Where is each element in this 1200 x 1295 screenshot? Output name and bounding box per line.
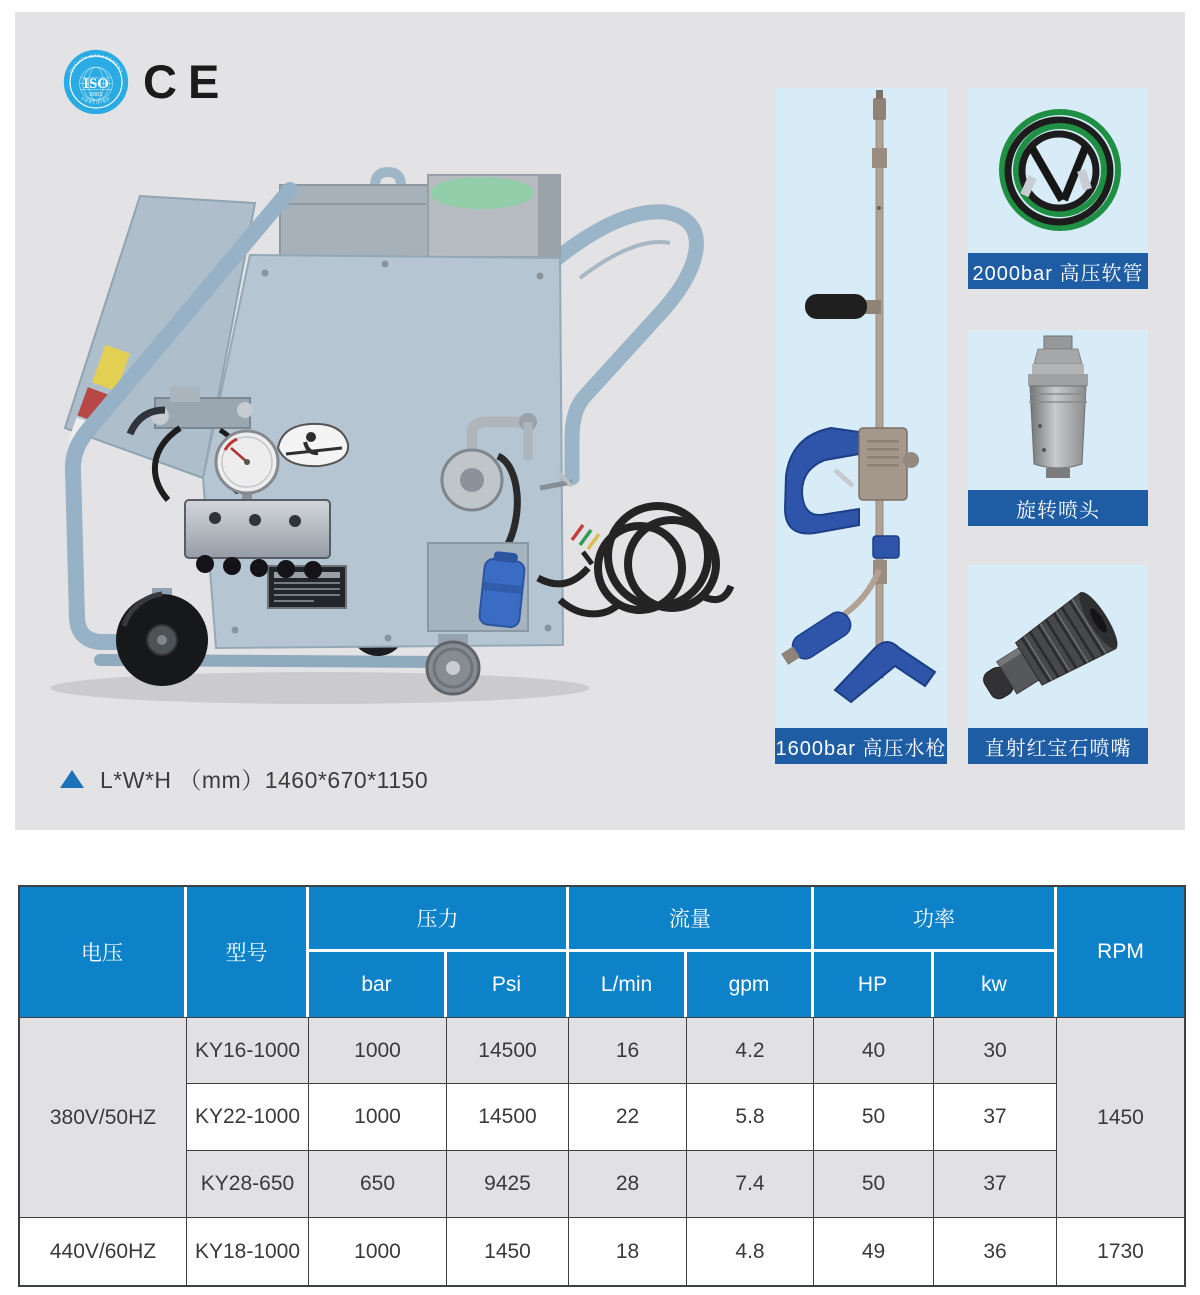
caption-hose: 2000bar 高压软管	[968, 253, 1148, 289]
gallery-item-rotary-nozzle	[968, 330, 1148, 526]
cell-lmin: 22	[569, 1084, 687, 1151]
header-pressure: 压力	[309, 887, 569, 952]
ce-mark: CE	[143, 55, 231, 108]
hero-panel	[15, 12, 1185, 830]
cell-model: KY22-1000	[187, 1084, 309, 1151]
cell-psi: 9425	[447, 1151, 569, 1218]
rear-wheel	[116, 588, 208, 686]
caption-rotary-nozzle: 旋转喷头	[968, 490, 1148, 526]
cell-gpm: 4.2	[687, 1017, 814, 1084]
spec-table-section	[18, 885, 1186, 1287]
cell-lmin: 28	[569, 1151, 687, 1218]
header-psi: Psi	[447, 952, 569, 1017]
header-flow: 流量	[569, 887, 814, 952]
water-gun-image	[775, 88, 947, 728]
cell-rpm-1450: 1450	[1057, 1017, 1184, 1218]
cell-kw: 37	[934, 1151, 1057, 1218]
cell-bar: 1000	[309, 1084, 447, 1151]
gallery-item-water-gun	[775, 88, 947, 764]
cell-bar: 1000	[309, 1218, 447, 1285]
iso-main-text: ISO	[83, 75, 109, 92]
header-bar: bar	[309, 952, 447, 1017]
pressure-washer-photo	[20, 148, 735, 733]
cell-psi: 14500	[447, 1017, 569, 1084]
cell-voltage-440: 440V/60HZ	[20, 1218, 187, 1285]
cell-gpm: 7.4	[687, 1151, 814, 1218]
header-rpm: RPM	[1057, 887, 1184, 1017]
rotary-nozzle-icon	[968, 330, 1148, 490]
dimension-text: L*W*H （mm）1460*670*1150	[100, 767, 429, 793]
water-gun-icon	[775, 88, 947, 728]
iso-bottom-arc-text: CERTIFIED	[80, 95, 112, 105]
cell-rpm-1730: 1730	[1057, 1218, 1184, 1285]
cell-hp: 50	[814, 1151, 934, 1218]
ruby-nozzle-image	[968, 565, 1148, 728]
cell-bar: 1000	[309, 1017, 447, 1084]
pump-block	[185, 500, 330, 579]
header-voltage: 电压	[20, 887, 187, 1017]
cell-psi: 1450	[447, 1218, 569, 1285]
gallery-item-ruby-nozzle	[968, 565, 1148, 764]
iso-9001-badge-icon	[63, 49, 129, 115]
cell-gpm: 5.8	[687, 1084, 814, 1151]
iso-top-arc-text: QUALITY MANAGEMENT	[67, 53, 125, 74]
cell-voltage-380: 380V/50HZ	[20, 1017, 187, 1218]
cell-hp: 49	[814, 1218, 934, 1285]
cell-kw: 36	[934, 1218, 1057, 1285]
header-hp: HP	[814, 952, 934, 1017]
dimension-note	[60, 762, 428, 795]
cell-kw: 30	[934, 1017, 1057, 1084]
cell-hp: 40	[814, 1017, 934, 1084]
triangle-bullet-icon	[60, 770, 84, 788]
cell-hp: 50	[814, 1084, 934, 1151]
header-model: 型号	[187, 887, 309, 1017]
header-gpm: gpm	[687, 952, 814, 1017]
high-pressure-hose-icon	[968, 88, 1148, 253]
power-cable	[538, 506, 731, 614]
motor	[479, 550, 527, 628]
cell-kw: 37	[934, 1084, 1057, 1151]
iso-sub-text: 9001	[89, 92, 103, 99]
hose-image	[968, 88, 1148, 253]
header-kw: kw	[934, 952, 1057, 1017]
caption-water-gun: 1600bar 高压水枪	[775, 728, 947, 764]
cell-lmin: 18	[569, 1218, 687, 1285]
cell-model: KY28-650	[187, 1151, 309, 1218]
header-power: 功率	[814, 887, 1057, 952]
cell-bar: 650	[309, 1151, 447, 1218]
cell-model: KY18-1000	[187, 1218, 309, 1285]
cell-model: KY16-1000	[187, 1017, 309, 1084]
rotary-nozzle-image	[968, 330, 1148, 490]
caption-ruby-nozzle: 直射红宝石喷嘴	[968, 728, 1148, 764]
gallery-item-hose	[968, 88, 1148, 289]
cell-psi: 14500	[447, 1084, 569, 1151]
ruby-nozzle-icon	[968, 565, 1148, 728]
spec-table	[18, 885, 1186, 1287]
brand-worker-decal-icon	[278, 424, 348, 466]
cell-lmin: 16	[569, 1017, 687, 1084]
cell-gpm: 4.8	[687, 1218, 814, 1285]
header-lmin: L/min	[569, 952, 687, 1017]
